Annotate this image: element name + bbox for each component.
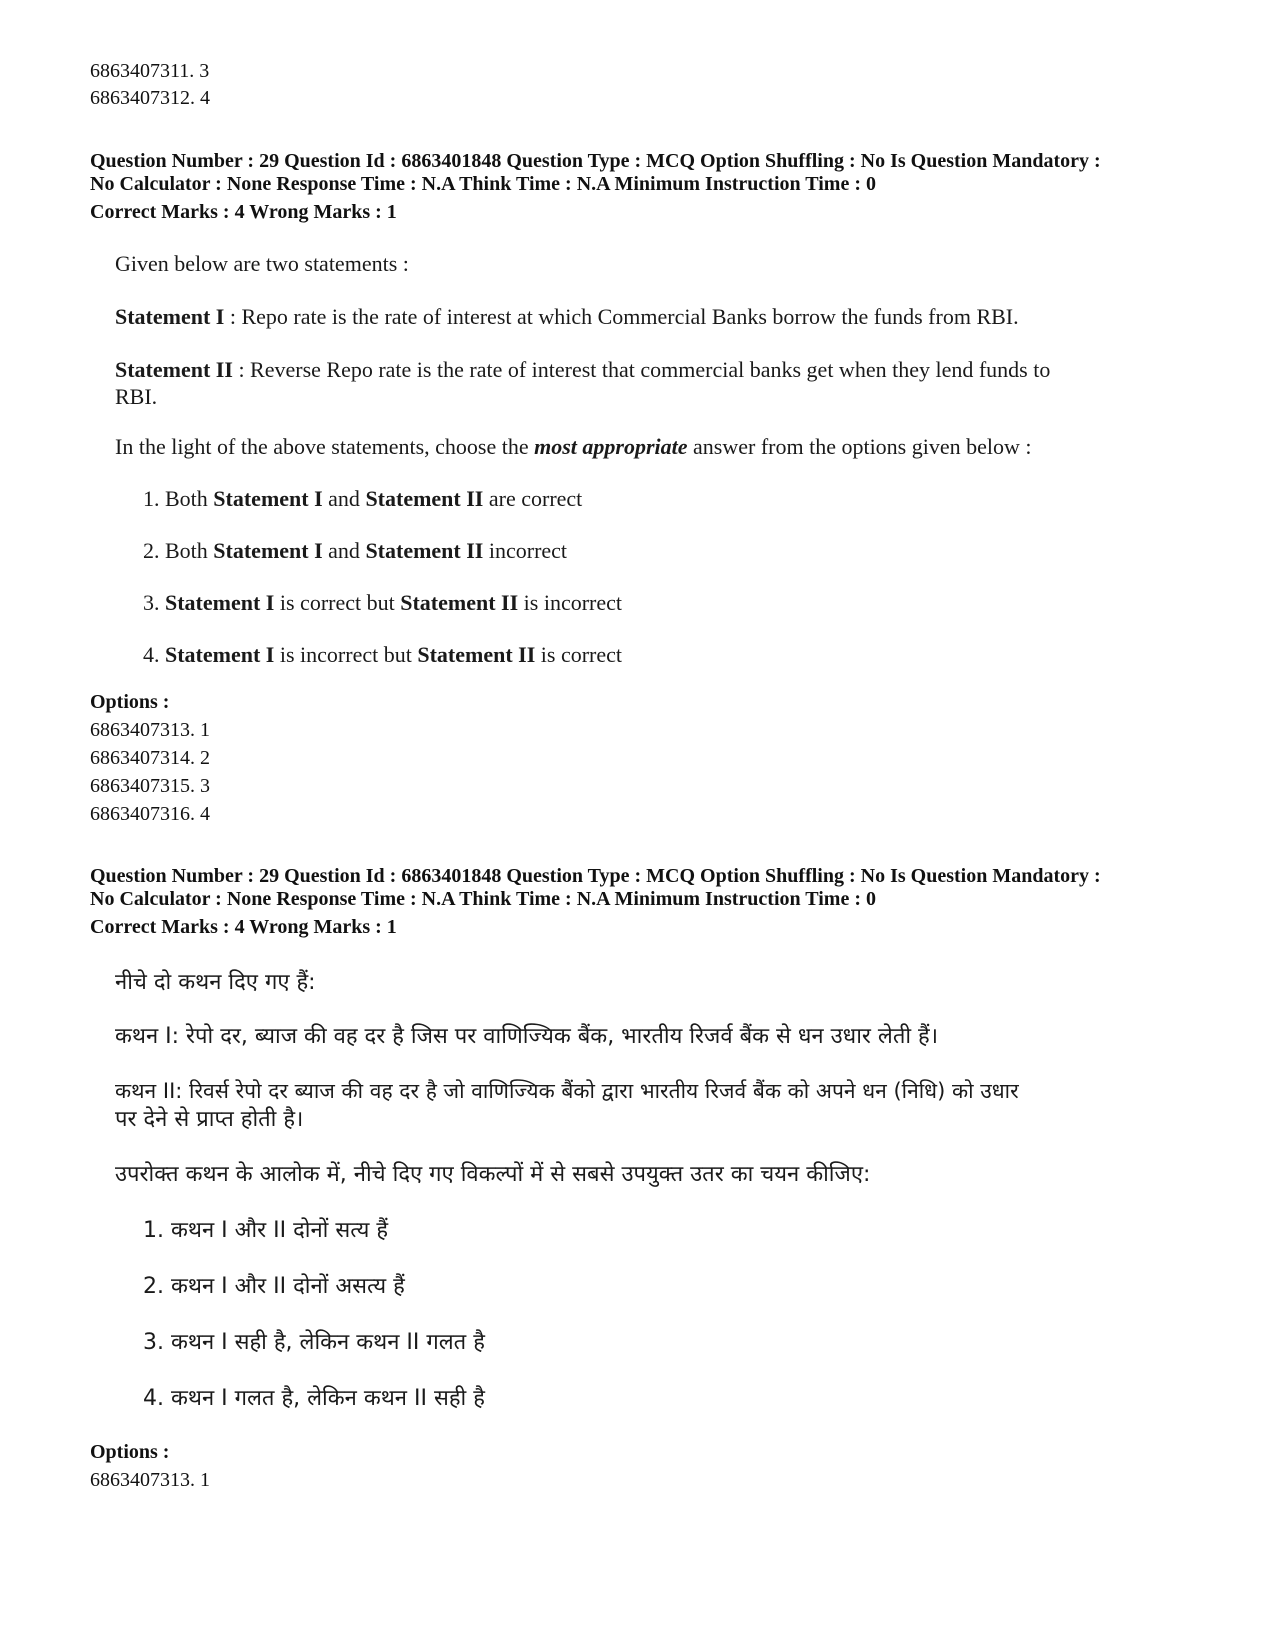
q2-meta-line2: No Calculator : None Response Time : N.A Think Time : N.A Minimum Instruction Time : 0: [90, 888, 876, 910]
q2-options-label: Options :: [90, 1441, 170, 1463]
choice-bold-2: Statement II: [417, 642, 536, 667]
q2-choice-2: 2. कथन I और II दोनों असत्य हैं: [143, 1274, 405, 1299]
choice-bold-2: Statement II: [365, 538, 484, 563]
q2-choice-1: 1. कथन I और II दोनों सत्य हैं: [143, 1218, 389, 1243]
q1-intro: Given below are two statements :: [115, 251, 409, 276]
q2-prompt: उपरोक्त कथन के आलोक में, नीचे दिए गए विकल्पों में से सबसे उपयुक्त उतर का चयन कीजिए:: [115, 1162, 871, 1187]
choice-number: 2. Both: [143, 538, 214, 563]
q2-intro: नीचे दो कथन दिए गए हैं:: [115, 970, 316, 995]
choice-end: incorrect: [483, 538, 568, 563]
q2-choice-3: 3. कथन I सही है, लेकिन कथन II गलत है: [143, 1330, 485, 1355]
q1-option-1: 6863407313. 1: [90, 719, 210, 741]
choice-bold-1: Statement I: [213, 538, 323, 563]
q1-meta-line1: Question Number : 29 Question Id : 6863401848 Question Type : MCQ Option Shuffling : No Is Question Mandatory :: [90, 150, 1101, 172]
q2-choice-4: 4. कथन I गलत है, लेकिन कथन II सही है: [143, 1386, 485, 1411]
q1-option-2: 6863407314. 2: [90, 747, 210, 769]
q1-choice-4: [143, 641, 622, 669]
q2-meta-line1: Question Number : 29 Question Id : 6863401848 Question Type : MCQ Option Shuffling : No Is Question Mandatory :: [90, 865, 1101, 887]
choice-end: are correct: [483, 486, 583, 511]
q1-choice-2: [143, 537, 567, 565]
q1-option-4: 6863407316. 4: [90, 803, 210, 825]
choice-end: is incorrect: [518, 590, 623, 615]
q1-meta-line2: No Calculator : None Response Time : N.A Think Time : N.A Minimum Instruction Time : 0: [90, 173, 876, 195]
q1-prompt-a: In the light of the above statements, choose the: [115, 434, 535, 459]
choice-number: 1. Both: [143, 486, 214, 511]
q1-statement-2-cont: RBI.: [115, 384, 158, 409]
q2-marks: Correct Marks : 4 Wrong Marks : 1: [90, 916, 397, 938]
q1-option-3: 6863407315. 3: [90, 775, 210, 797]
choice-mid: is incorrect but: [274, 642, 418, 667]
choice-mid: and: [322, 538, 366, 563]
choice-bold-1: Statement I: [165, 642, 275, 667]
choice-bold-1: Statement I: [165, 590, 275, 615]
choice-number: 3.: [143, 590, 165, 615]
q2-option-1: 6863407313. 1: [90, 1469, 210, 1491]
choice-bold-1: Statement I: [213, 486, 323, 511]
q1-statement-2-text: : Reverse Repo rate is the rate of interest that commercial banks get when they lend funds to: [232, 357, 1051, 382]
q1-choice-1: [143, 485, 582, 513]
q2-statement-2-cont: पर देने से प्राप्त होती है।: [115, 1107, 304, 1132]
q1-prompt-emphasis: most appropriate: [534, 434, 688, 459]
q1-options-label: Options :: [90, 691, 170, 713]
q1-prompt: [115, 433, 1032, 461]
top-option-1: 6863407311. 3: [90, 60, 210, 82]
choice-end: is correct: [535, 642, 623, 667]
choice-bold-2: Statement II: [400, 590, 519, 615]
choice-bold-2: Statement II: [365, 486, 484, 511]
q2-statement-1: कथन I: रेपो दर, ब्याज की वह दर है जिस पर वाणिज्यिक बैंक, भारतीय रिजर्व बैंक से धन उधार लेती हैं।: [115, 1024, 939, 1049]
q1-statement-1: [115, 303, 1019, 331]
q1-statement-2-label: Statement II: [115, 357, 233, 382]
q1-prompt-b: answer from the options given below :: [687, 434, 1032, 459]
q1-choice-3: [143, 589, 622, 617]
q1-statement-1-label: Statement I: [115, 304, 225, 329]
q2-statement-2: कथन II: रिवर्स रेपो दर ब्याज की वह दर है जो वाणिज्यिक बैंको द्वारा भारतीय रिजर्व बैंक को अपने धन (निधि) को उधार: [115, 1079, 1019, 1103]
choice-number: 4.: [143, 642, 165, 667]
choice-mid: is correct but: [274, 590, 401, 615]
choice-mid: and: [322, 486, 366, 511]
top-option-2: 6863407312. 4: [90, 87, 210, 109]
q1-statement-2: [115, 356, 1050, 384]
q1-statement-1-text: : Repo rate is the rate of interest at which Commercial Banks borrow the funds from RBI.: [224, 304, 1019, 329]
q1-marks: Correct Marks : 4 Wrong Marks : 1: [90, 201, 397, 223]
